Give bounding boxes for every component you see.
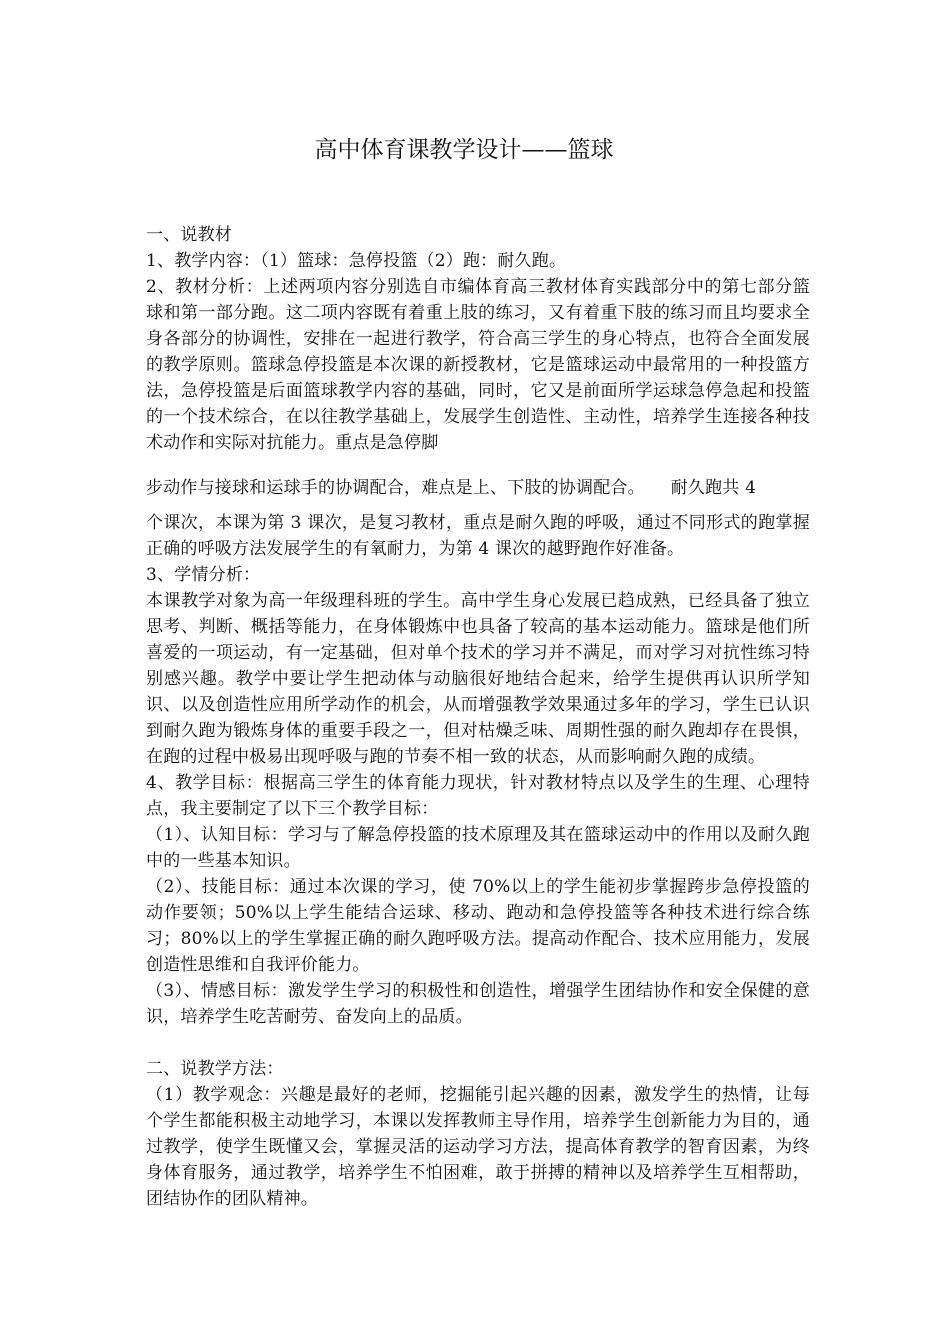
heading-section-1: 一、说教材	[146, 225, 232, 245]
paragraph-student-analysis: 本课教学对象为高一年级理科班的学生。高中学生身心发展已趋成熟，已经具备了独立思考、判断、概括等能力，在身体锻炼中也具备了较高的基本运动能力。篮球是他们所喜爱的一项运动，有一定基础，但对单个技术的学习并不满足，而对学习对抗性练习特别感兴趣。教学中要让学生把动体与动脑很好地结合起来，给学生提供再认识所学知识、以及创造性应用所学动作的机会，从而增强教学效果通过多年的学习，学生已认识到耐久跑为锻炼身体的重要手段之一，但对枯燥乏味、周期性强的耐久跑却存在畏惧，在跑的过程中极易出现呼吸与跑的节奏不相一致的状态，从而影响耐久跑的成绩。	[146, 591, 810, 767]
paragraph-teaching-objectives: 4、教学目标：根据高三学生的体育能力现状，针对教材特点以及学生的生理、心理特点，我主要制定了以下三个教学目标：	[146, 773, 810, 819]
document-body	[146, 222, 810, 1212]
paragraph-material-analysis: 2、教材分析：上述两项内容分别选自市编体育高三教材体育实践部分中的第七部分篮球和第一部分跑。这二项内容既有着重上肢的练习，又有着重下肢的练习而且均要求全身各部分的协调性，安排在一起进行教学，符合高三学生的身心特点，也符合全面发展的教学原则。篮球急停投篮是本次课的新授教材，它是篮球运动中最常用的一种投篮方法，急停投篮是后面篮球教学内容的基础，同时，它又是前面所学运球急停急起和投篮的一个技术综合，在以往教学基础上，发展学生创造性、主动性，培养学生连接各种技术动作和实际对抗能力。重点是急停脚	[146, 277, 810, 453]
paragraph-material-analysis-continued: 步动作与接球和运球手的协调配合，难点是上、下肢的协调配合。 耐久跑共 4	[146, 478, 757, 498]
paragraph-teaching-concept: （1）教学观念：兴趣是最好的老师，挖掘能引起兴趣的因素，激发学生的热情，让每个学生都能积极主动地学习，本课以发挥教师主导作用，培养学生创新能力为目的，通过教学，使学生既懂又会，掌握灵活的运动学习方法，提高体育教学的智育因素，为终身体育服务，通过教学，培养学生不怕困难，敢于拼搏的精神以及培养学生互相帮助，团结协作的团队精神。	[146, 1085, 810, 1209]
paragraph-skill-objective: （2）、技能目标：通过本次课的学习，使 70%以上的学生能初步掌握跨步急停投篮的动作要领；50%以上学生能结合运球、移动、跑动和急停投篮等各种技术进行综合练习；80%以上的学生掌握正确的耐久跑呼吸方法。提高动作配合、技术应用能力，发展创造性思维和自我评价能力。	[146, 877, 810, 975]
heading-section-2: 二、说教学方法：	[146, 1059, 284, 1079]
paragraph-affective-objective: （3）、情感目标：激发学生学习的积极性和创造性，增强学生团结协作和安全保健的意识，培养学生吃苦耐劳、奋发向上的品质。	[146, 981, 810, 1027]
paragraph-teaching-content: 1、教学内容：（1）篮球：急停投篮（2）跑：耐久跑。	[146, 251, 567, 271]
paragraph-cognitive-objective: （1）、认知目标：学习与了解急停投篮的技术原理及其在篮球运动中的作用以及耐久跑中的一些基本知识。	[146, 825, 810, 871]
paragraph-endurance-run: 个课次，本课为第 3 课次，是复习教材，重点是耐久跑的呼吸，通过不同形式的跑掌握正确的呼吸方法发展学生的有氧耐力，为第 4 课次的越野跑作好准备。	[146, 513, 810, 559]
heading-student-analysis: 3、学情分析：	[146, 565, 261, 585]
document-title: 高中体育课教学设计——篮球	[314, 137, 614, 163]
